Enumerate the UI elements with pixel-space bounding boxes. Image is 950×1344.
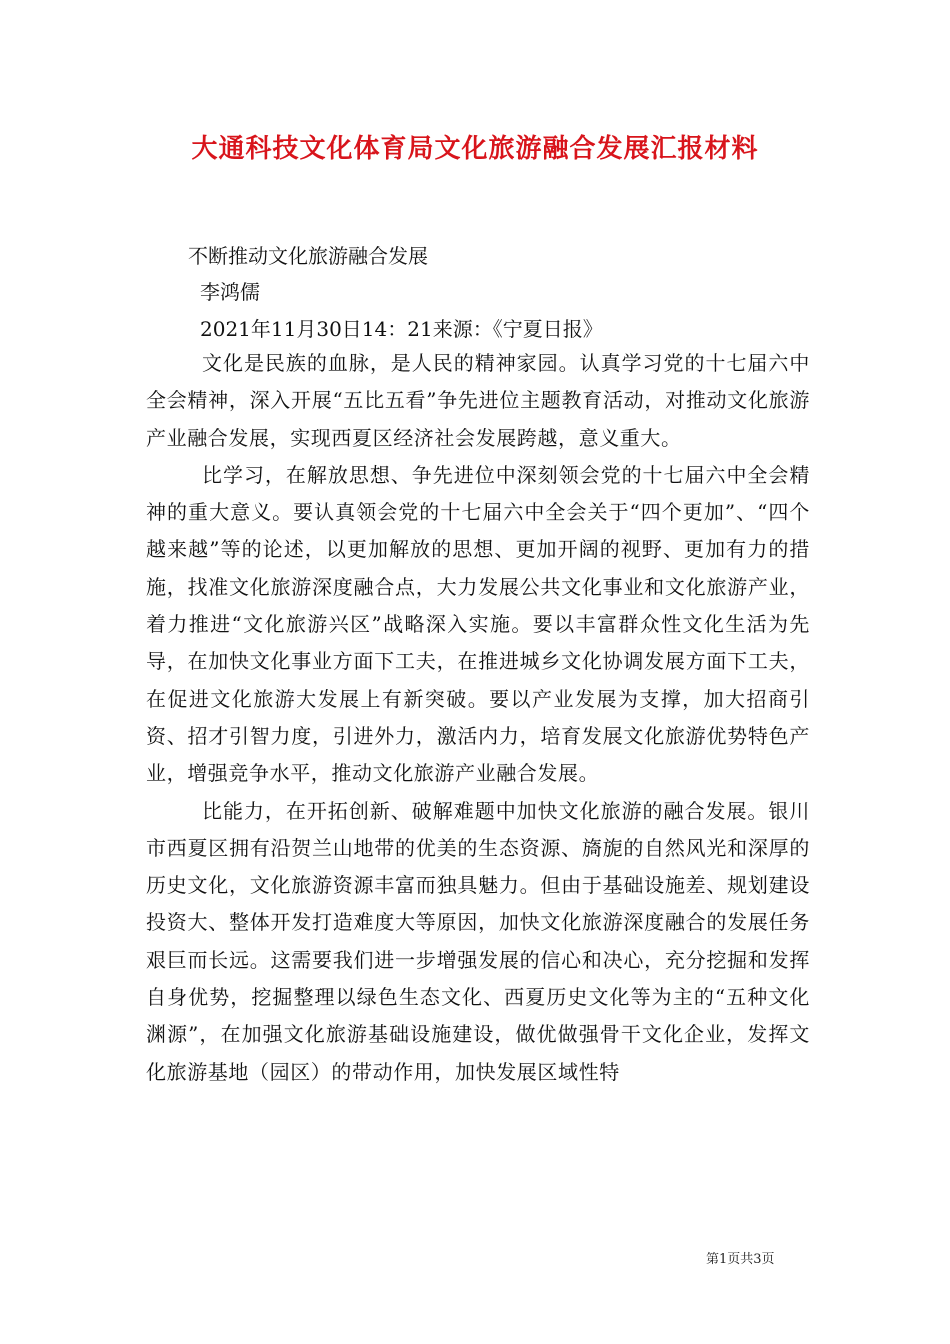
paragraph: 比学习，在解放思想、争先进位中深刻领会党的十七届六中全会精神的重大意义。要认真领会党的十七届六中全会关于“四个更加”、“四个越来越”等的论述，以更加解放的思想、更加开阔的视野、更加有力的措施，找准文化旅游深度融合点，大力发展公共文化事业和文化旅游产业，着力推进“文化旅游兴区”战略深入实施。要以丰富群众性文化生活为先导，在加快文化事业方面下工夫，在推进城乡文化协调发展方面下工夫，在促进文化旅游大发展上有新突破。要以产业发展为支撑，加大招商引资、招才引智力度，引进外力，激活内力，培育发展文化旅游优势特色产业，增强竞争水平，推动文化旅游产业融合发展。 <box>146 462 810 786</box>
page-number: 第1页共3页 <box>706 1252 775 1267</box>
document-title: 大通科技文化体育局文化旅游融合发展汇报材料 <box>191 134 759 164</box>
article-subtitle: 不断推动文化旅游融合发展 <box>188 244 428 268</box>
paragraph: 比能力，在开拓创新、破解难题中加快文化旅游的融合发展。银川市西夏区拥有沿贺兰山地带的优美的生态资源、旖旎的自然风光和深厚的历史文化，文化旅游资源丰富而独具魅力。但由于基础设施差、规划建设投资大、整体开发打造难度大等原因，加快文化旅游深度融合的发展任务艰巨而长远。这需要我们进一步增强发展的信心和决心，充分挖掘和发挥自身优势，挖掘整理以绿色生态文化、西夏历史文化等为主的“五种文化渊源”，在加强文化旅游基础设施建设，做优做强骨干文化企业，发挥文化旅游基地（园区）的带动作用，加快发展区域性特 <box>146 798 810 1084</box>
paragraph: 文化是民族的血脉，是人民的精神家园。认真学习党的十七届六中全会精神，深入开展“五比五看”争先进位主题教育活动，对推动文化旅游产业融合发展，实现西夏区经济社会发展跨越，意义重大。 <box>146 351 810 450</box>
article-author: 李鸿儒 <box>200 280 260 304</box>
article-body <box>146 345 810 1091</box>
article-date-source: 2021年11月30日14：21来源：《宁夏日报》 <box>200 317 603 341</box>
